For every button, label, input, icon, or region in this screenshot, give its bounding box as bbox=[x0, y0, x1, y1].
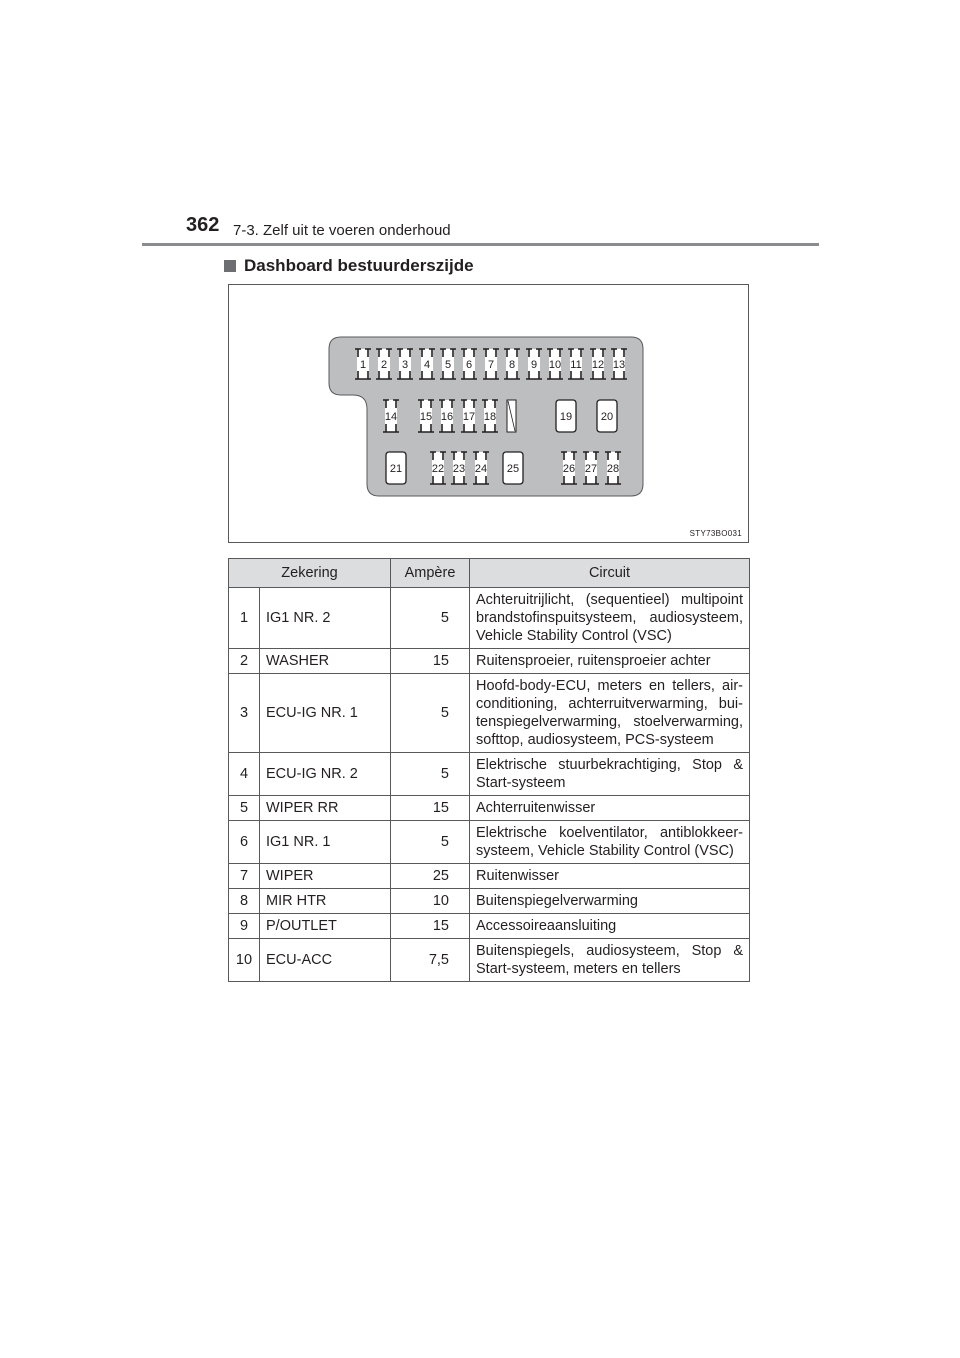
fuse-label: 8 bbox=[508, 359, 516, 371]
fuse-slot bbox=[504, 349, 520, 379]
fuse-table bbox=[228, 558, 750, 982]
fuse-slot bbox=[418, 400, 434, 432]
fuse-label: 18 bbox=[483, 411, 497, 423]
fuse-slot bbox=[482, 400, 498, 432]
fuse-number: 1 bbox=[229, 588, 260, 649]
fuse-name: ECU-ACC bbox=[260, 939, 391, 982]
section-heading bbox=[224, 256, 474, 276]
fuse-label: 2 bbox=[380, 359, 388, 371]
fuse-slot bbox=[526, 349, 542, 379]
square-bullet-icon bbox=[224, 260, 236, 272]
fuse-circuit: Buitenspiegelverwarming bbox=[470, 889, 750, 914]
fuse-label: 15 bbox=[419, 411, 433, 423]
fuse-name: WASHER bbox=[260, 649, 391, 674]
fuse-label: 16 bbox=[440, 411, 454, 423]
table-row bbox=[229, 674, 750, 753]
fuse-number: 9 bbox=[229, 914, 260, 939]
fuse-name: IG1 NR. 1 bbox=[260, 821, 391, 864]
fuse-slot bbox=[483, 349, 499, 379]
fuse-label: 21 bbox=[389, 463, 403, 475]
fuse-slot bbox=[583, 452, 599, 484]
fuse-label: 14 bbox=[384, 411, 398, 423]
table-row bbox=[229, 939, 750, 982]
chapter-title: 7-3. Zelf uit te voeren onderhoud bbox=[233, 222, 451, 239]
fuse-slot bbox=[397, 349, 413, 379]
fuse-ampere: 5 bbox=[391, 674, 470, 753]
fuse-number: 6 bbox=[229, 821, 260, 864]
fuse-ampere: 5 bbox=[391, 753, 470, 796]
fuse-slot bbox=[461, 400, 477, 432]
fuse-circuit: Elektrische stuurbekrachtiging, Stop & Start-systeem bbox=[470, 753, 750, 796]
header-divider bbox=[142, 243, 819, 246]
fuse-label: 24 bbox=[474, 463, 488, 475]
fuse-label: 7 bbox=[487, 359, 495, 371]
page-number: 362 bbox=[186, 214, 220, 236]
fuse-ampere: 7,5 bbox=[391, 939, 470, 982]
fuse-label: 25 bbox=[506, 463, 520, 475]
fuse-name: WIPER RR bbox=[260, 796, 391, 821]
table-row bbox=[229, 588, 750, 649]
fuse-number: 5 bbox=[229, 796, 260, 821]
table-row bbox=[229, 914, 750, 939]
fuse-box-diagram bbox=[229, 285, 750, 544]
fuse-label: 22 bbox=[431, 463, 445, 475]
header-ampere: Ampère bbox=[391, 559, 470, 588]
fuse-label: 3 bbox=[401, 359, 409, 371]
fuse-label: 23 bbox=[452, 463, 466, 475]
fuse-label: 26 bbox=[562, 463, 576, 475]
fuse-slot bbox=[376, 349, 392, 379]
fuse-slot bbox=[451, 452, 467, 484]
fuse-slot bbox=[568, 349, 584, 379]
table-header-row bbox=[229, 559, 750, 588]
fuse-slot bbox=[605, 452, 621, 484]
fuse-slot bbox=[355, 349, 371, 379]
fuse-circuit: Accessoireaansluiting bbox=[470, 914, 750, 939]
large-fuse-slot bbox=[556, 400, 576, 432]
fuse-ampere: 15 bbox=[391, 914, 470, 939]
table-row bbox=[229, 889, 750, 914]
fuse-circuit: Elektrische koelventilator, antiblokkeer-systeem, Vehicle Stability Control (VSC) bbox=[470, 821, 750, 864]
table-row bbox=[229, 753, 750, 796]
fuse-ampere: 15 bbox=[391, 796, 470, 821]
fuse-number: 8 bbox=[229, 889, 260, 914]
fuse-slot bbox=[383, 400, 399, 432]
fuse-label: 11 bbox=[570, 359, 582, 371]
fuse-number: 3 bbox=[229, 674, 260, 753]
large-fuse-slot bbox=[503, 452, 523, 484]
fuse-slot bbox=[590, 349, 606, 379]
fuse-ampere: 5 bbox=[391, 588, 470, 649]
fuse-slot bbox=[419, 349, 435, 379]
fuse-name: ECU-IG NR. 1 bbox=[260, 674, 391, 753]
fuse-label: 1 bbox=[359, 359, 367, 371]
fuse-name: P/OUTLET bbox=[260, 914, 391, 939]
fuse-label: 20 bbox=[600, 411, 614, 423]
fuse-slot bbox=[473, 452, 489, 484]
fuse-label: 27 bbox=[584, 463, 598, 475]
fuse-label: 28 bbox=[606, 463, 620, 475]
fuse-circuit: Achterruitenwisser bbox=[470, 796, 750, 821]
fuse-name: ECU-IG NR. 2 bbox=[260, 753, 391, 796]
fuse-label: 19 bbox=[559, 411, 573, 423]
fuse-slot bbox=[439, 400, 455, 432]
fuse-slot bbox=[611, 349, 627, 379]
fuse-number: 4 bbox=[229, 753, 260, 796]
large-fuse-slot bbox=[597, 400, 617, 432]
fuse-label: 17 bbox=[462, 411, 476, 423]
fuse-circuit: Buitenspiegels, audiosysteem, Stop & Start-systeem, meters en tellers bbox=[470, 939, 750, 982]
fuse-name: MIR HTR bbox=[260, 889, 391, 914]
fuse-slot bbox=[440, 349, 456, 379]
fuse-slot bbox=[461, 349, 477, 379]
fuse-ampere: 5 bbox=[391, 821, 470, 864]
fuse-circuit: Hoofd-body-ECU, meters en tellers, air-conditioning, achterruitverwarming, bui-tenspiegelverwarming, stoelverwarming, softtop, audiosysteem, PCS-systeem bbox=[470, 674, 750, 753]
fuse-slot bbox=[561, 452, 577, 484]
fuse-circuit: Achteruitrijlicht, (sequentieel) multipoint brandstofinspuitsysteem, audiosysteem, Vehicle Stability Control (VSC) bbox=[470, 588, 750, 649]
fuse-label: 6 bbox=[465, 359, 473, 371]
table-row bbox=[229, 649, 750, 674]
large-fuse-slot bbox=[386, 452, 406, 484]
fuse-number: 10 bbox=[229, 939, 260, 982]
fuse-label: 5 bbox=[444, 359, 452, 371]
fuse-number: 7 bbox=[229, 864, 260, 889]
fuse-ampere: 25 bbox=[391, 864, 470, 889]
fuse-label: 10 bbox=[548, 359, 562, 371]
table-row bbox=[229, 796, 750, 821]
fuse-ampere: 10 bbox=[391, 889, 470, 914]
fuse-name: WIPER bbox=[260, 864, 391, 889]
table-row bbox=[229, 821, 750, 864]
fuse-name: IG1 NR. 2 bbox=[260, 588, 391, 649]
table-row bbox=[229, 864, 750, 889]
header-zekering: Zekering bbox=[229, 559, 391, 588]
fuse-label: 12 bbox=[591, 359, 605, 371]
fuse-slot bbox=[430, 452, 446, 484]
fuse-circuit: Ruitenwisser bbox=[470, 864, 750, 889]
fuse-label: 9 bbox=[530, 359, 538, 371]
header-circuit: Circuit bbox=[470, 559, 750, 588]
section-title-text: Dashboard bestuurderszijde bbox=[244, 256, 474, 275]
fuse-number: 2 bbox=[229, 649, 260, 674]
figure-code: STY73BO031 bbox=[689, 529, 742, 538]
fuse-box-figure bbox=[228, 284, 749, 543]
fuse-label: 13 bbox=[612, 359, 626, 371]
fuse-ampere: 15 bbox=[391, 649, 470, 674]
fuse-circuit: Ruitensproeier, ruitensproeier achter bbox=[470, 649, 750, 674]
fuse-label: 4 bbox=[423, 359, 431, 371]
empty-slot bbox=[507, 400, 516, 432]
fuse-slot bbox=[547, 349, 563, 379]
